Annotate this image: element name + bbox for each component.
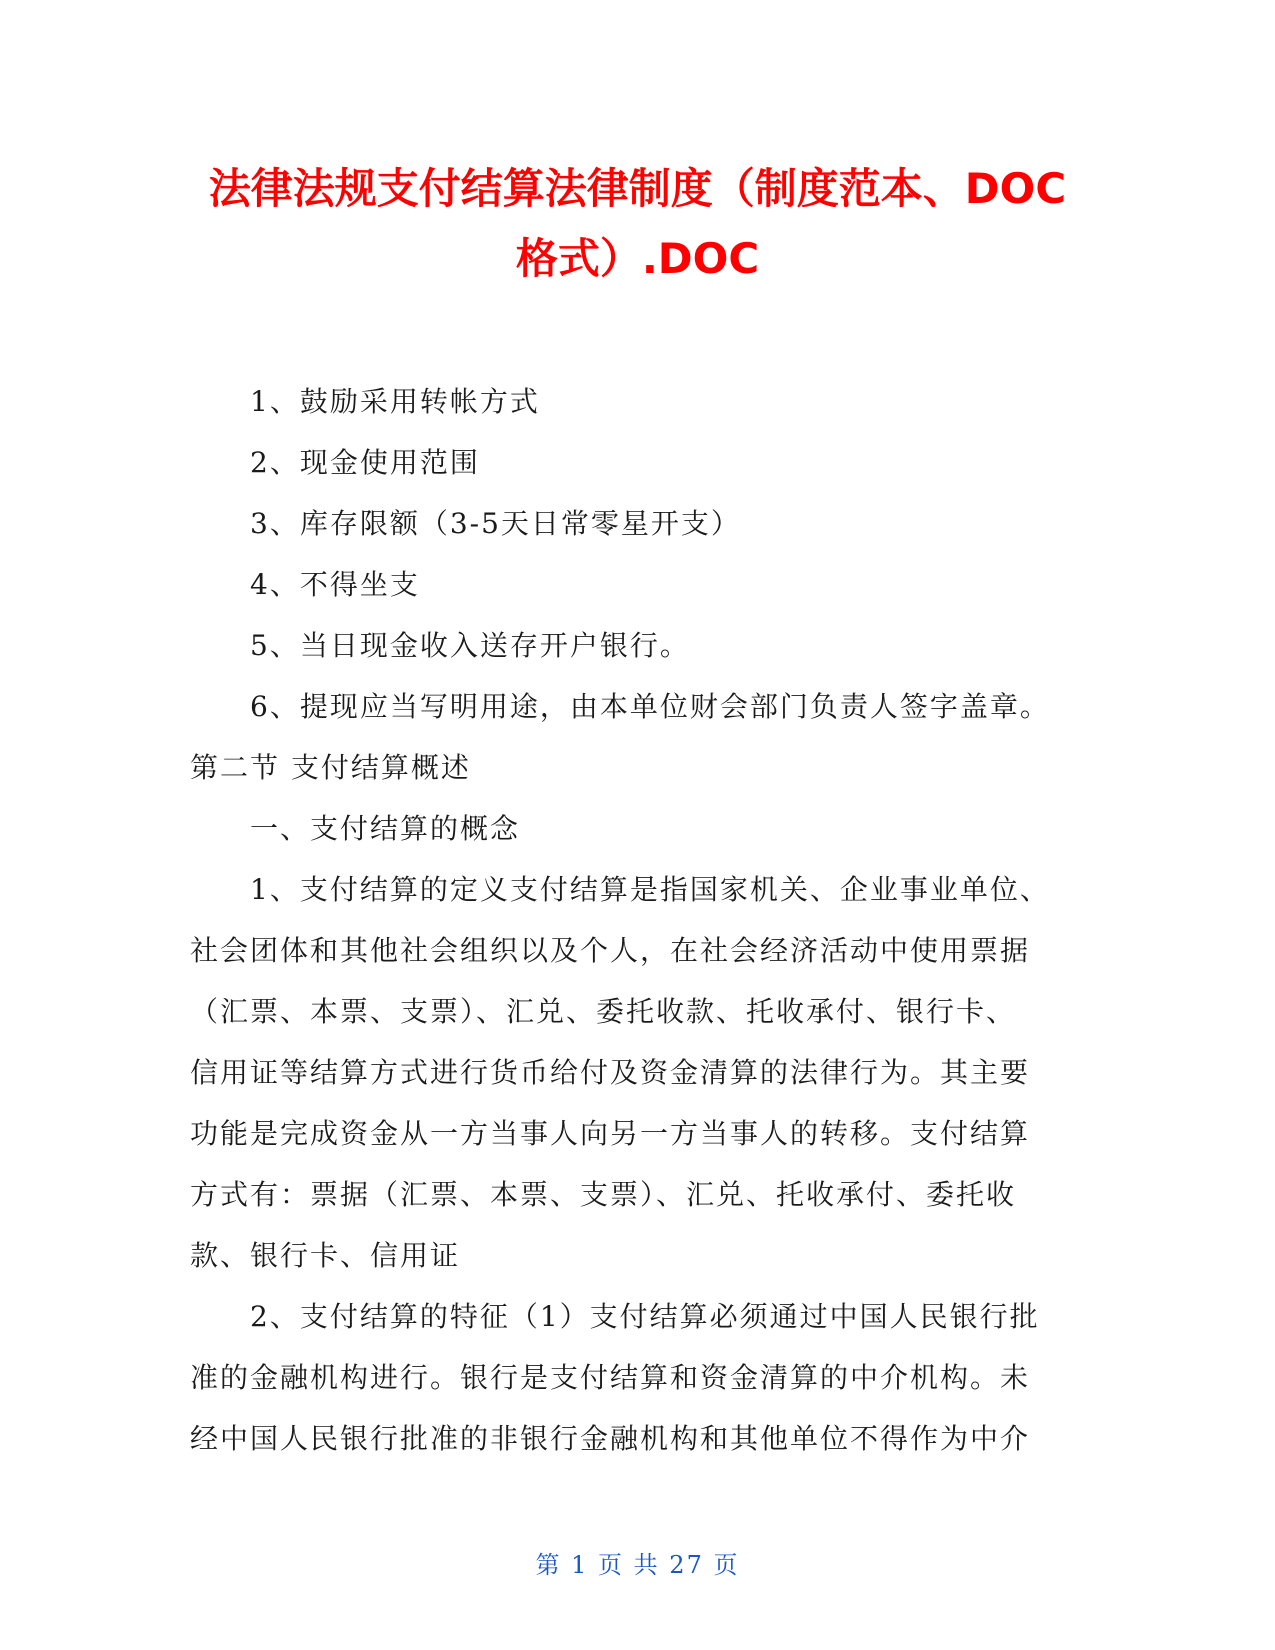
paragraph-line: 2、支付结算的特征（1）支付结算必须通过中国人民银行批 [250,1300,1040,1333]
paragraph-line: （汇票、本票、支票）、汇兑、委托收款、托收承付、银行卡、 [190,995,1017,1028]
list-item-6: 6、提现应当写明用途，由本单位财会部门负责人签字盖章。 [250,690,1050,723]
paragraph-line: 准的金融机构进行。银行是支付结算和资金清算的中介机构。未 [190,1361,1031,1394]
list-item-2: 2、现金使用范围 [250,446,480,479]
page-number-footer: 第 1 页 共 27 页 [535,1551,740,1579]
paragraph-line: 1、支付结算的定义支付结算是指国家机关、企业事业单位、 [250,873,1050,906]
document-title-line-2: 格式）.DOC [515,234,760,283]
paragraph-line: 功能是完成资金从一方当事人向另一方当事人的转移。支付结算 [190,1117,1031,1150]
list-item-1: 1、鼓励采用转帐方式 [250,385,540,418]
section-heading: 第二节 支付结算概述 [190,751,471,784]
paragraph-line: 社会团体和其他社会组织以及个人，在社会经济活动中使用票据 [190,934,1031,967]
document-body [190,371,1070,1469]
paragraph-line: 款、银行卡、信用证 [190,1239,461,1272]
list-item-4: 4、不得坐支 [250,568,420,601]
paragraph-line: 信用证等结算方式进行货币给付及资金清算的法律行为。其主要 [190,1056,1031,1089]
list-item-5: 5、当日现金收入送存开户银行。 [250,629,690,662]
list-item-3: 3、库存限额（3-5天日常零星开支） [250,507,741,540]
paragraph-line: 方式有：票据（汇票、本票、支票）、汇兑、托收承付、委托收 [190,1178,1017,1211]
subsection-heading: 一、支付结算的概念 [250,812,521,845]
paragraph-line: 经中国人民银行批准的非银行金融机构和其他单位不得作为中介 [190,1422,1031,1455]
document-title-line-1: 法律法规支付结算法律制度（制度范本、DOC [208,164,1067,213]
